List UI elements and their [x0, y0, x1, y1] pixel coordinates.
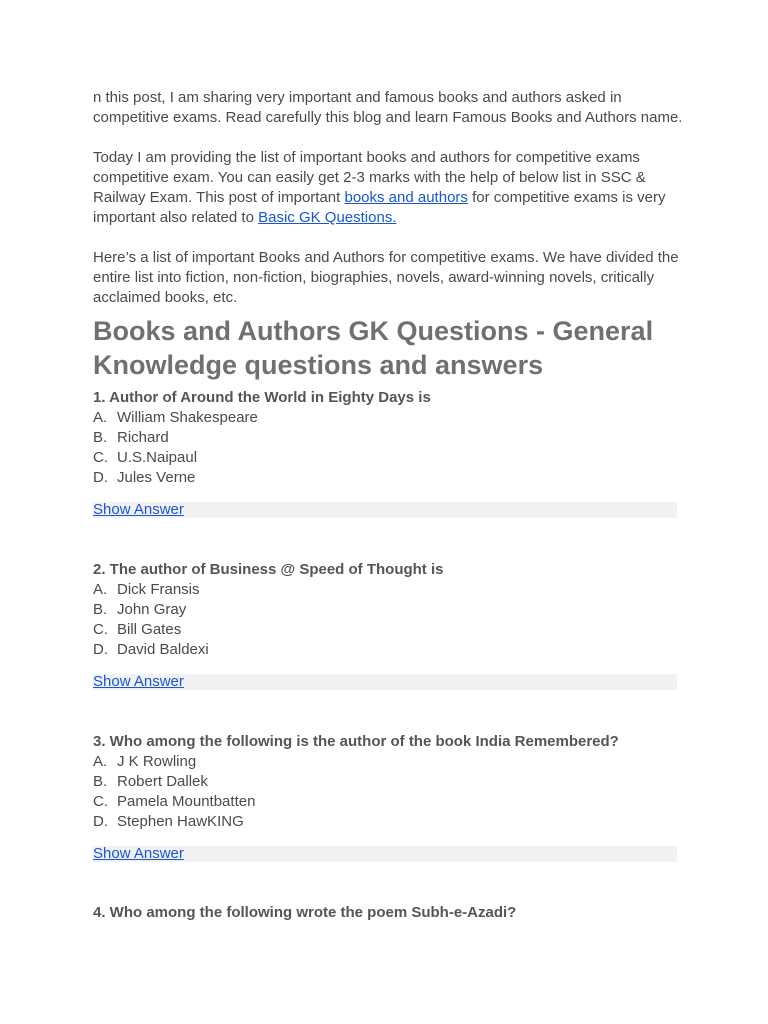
intro-paragraph-1: n this post, I am sharing very important and famous books and authors asked in competitive exams. Read carefully this blog and learn Famous Books and Authors name.: [93, 89, 683, 126]
option-text: J K Rowling: [117, 753, 197, 770]
option-b: [93, 772, 683, 792]
option-text: Bill Gates: [117, 621, 182, 638]
show-answer-button-1[interactable]: Show Answer: [93, 501, 184, 518]
show-answer-button-3[interactable]: Show Answer: [93, 845, 184, 862]
option-text: Stephen HawKING: [117, 813, 244, 830]
books-and-authors-link[interactable]: books and authors: [344, 189, 468, 206]
question-text: 1. Author of Around the World in Eighty Days is: [93, 389, 431, 406]
option-text: William Shakespeare: [117, 409, 258, 426]
option-text: David Baldexi: [117, 641, 209, 658]
option-c: [93, 620, 683, 640]
option-letter: C.: [93, 621, 108, 638]
option-d: [93, 812, 683, 832]
option-letter: C.: [93, 793, 108, 810]
article-body: [93, 88, 683, 923]
option-letter: D.: [93, 641, 108, 658]
option-letter: A.: [93, 409, 108, 426]
option-text: John Gray: [117, 601, 187, 618]
option-text: Robert Dallek: [117, 773, 208, 790]
option-letter: D.: [93, 813, 108, 830]
option-letter: C.: [93, 449, 108, 466]
option-a: [93, 408, 683, 428]
intro-paragraph-2-text-start: Today I am providing the list of important books and authors for competitive exams competitive exam. You can easily get 2-3 marks with the help of below list in SSC & Railway Exam. This post of important: [93, 149, 646, 206]
question-1: [93, 388, 683, 518]
spacer: [93, 690, 683, 732]
option-letter: B.: [93, 773, 108, 790]
question-3: [93, 732, 683, 862]
option-a: [93, 752, 683, 772]
question-text: 2. The author of Business @ Speed of Thought is: [93, 561, 444, 578]
page-title: Books and Authors GK Questions - General Knowledge questions and answers: [93, 316, 654, 380]
question-text: 4. Who among the following wrote the poem Subh-e-Azadi?: [93, 904, 517, 921]
spacer: [93, 862, 683, 903]
option-b: [93, 600, 683, 620]
option-text: Richard: [117, 429, 169, 446]
option-text: Jules Verne: [117, 469, 196, 486]
question-4: [93, 903, 683, 923]
question-text: 3. Who among the following is the author of the book India Remembered?: [93, 733, 619, 750]
option-letter: A.: [93, 581, 108, 598]
answer-bar: [93, 674, 677, 690]
option-text: Dick Fransis: [117, 581, 200, 598]
spacer: [93, 518, 683, 560]
show-answer-button-2[interactable]: Show Answer: [93, 673, 184, 690]
option-a: [93, 580, 683, 600]
option-b: [93, 428, 683, 448]
option-text: Pamela Mountbatten: [117, 793, 256, 810]
answer-bar: [93, 502, 677, 518]
option-letter: D.: [93, 469, 108, 486]
question-2: [93, 560, 683, 690]
option-c: [93, 448, 683, 468]
option-text: U.S.Naipaul: [117, 449, 198, 466]
option-letter: A.: [93, 753, 108, 770]
option-letter: B.: [93, 601, 108, 618]
option-c: [93, 792, 683, 812]
option-letter: B.: [93, 429, 108, 446]
intro-paragraph-3: Here’s a list of important Books and Authors for competitive exams. We have divided the entire list into fiction, non-fiction, biographies, novels, award-winning novels, critically acclaimed books, etc.: [93, 249, 679, 306]
option-d: [93, 640, 683, 660]
answer-bar: [93, 846, 677, 862]
option-d: [93, 468, 683, 488]
intro-paragraph-2: [93, 148, 683, 228]
intro-paragraph-2-text-middle: for competitive exams is very important also related to: [93, 189, 666, 226]
basic-gk-questions-link[interactable]: Basic GK Questions.: [258, 209, 397, 226]
